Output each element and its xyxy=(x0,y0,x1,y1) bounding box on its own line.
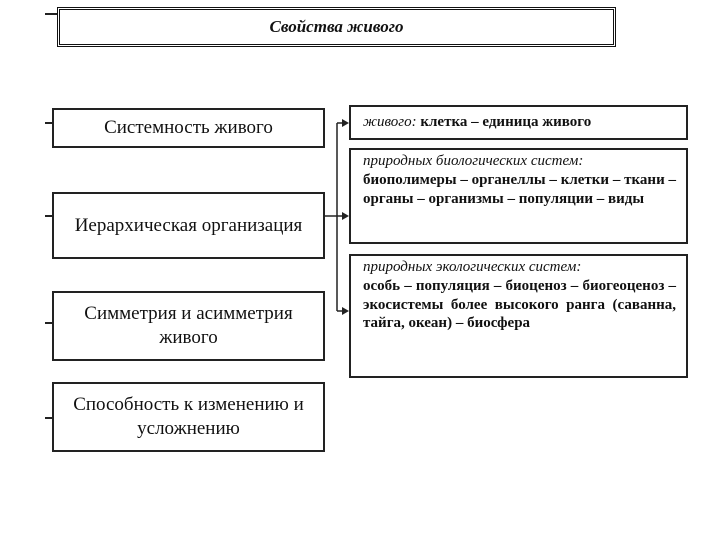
property-label: Системность живого xyxy=(104,117,273,139)
level-lead: природных биологических систем: xyxy=(363,153,584,169)
diagram-title: Свойства живого xyxy=(269,17,404,36)
level-box-3 xyxy=(349,254,688,378)
arrowhead-1 xyxy=(342,119,349,127)
level-body: клетка – единица живого xyxy=(420,114,592,131)
property-box-2 xyxy=(52,192,325,259)
arrowhead-2 xyxy=(342,212,349,220)
arrowhead-3 xyxy=(342,307,349,315)
level-box-1 xyxy=(349,105,688,140)
property-label: Способность к изменению и усложнению xyxy=(73,394,304,439)
level-lead: живого: xyxy=(363,114,417,131)
property-label: Иерархическая организация xyxy=(74,214,303,236)
level-box-2 xyxy=(349,148,688,244)
title-box xyxy=(57,7,616,47)
property-box-1 xyxy=(52,108,325,148)
property-box-4 xyxy=(52,382,325,452)
property-box-3 xyxy=(52,291,325,361)
level-lead: природных экологических систем: xyxy=(363,259,582,275)
level-body: биополимеры – органеллы – клетки – ткани – органы – организмы – популяции – виды xyxy=(363,171,676,207)
level-body: особь – популяция – биоценоз – биогеоценоз – экосистемы более высокого ранга (саванна, тайга, океан) – биосфера xyxy=(363,277,676,332)
property-label: Симметрия и асимметрия живого xyxy=(84,303,293,348)
